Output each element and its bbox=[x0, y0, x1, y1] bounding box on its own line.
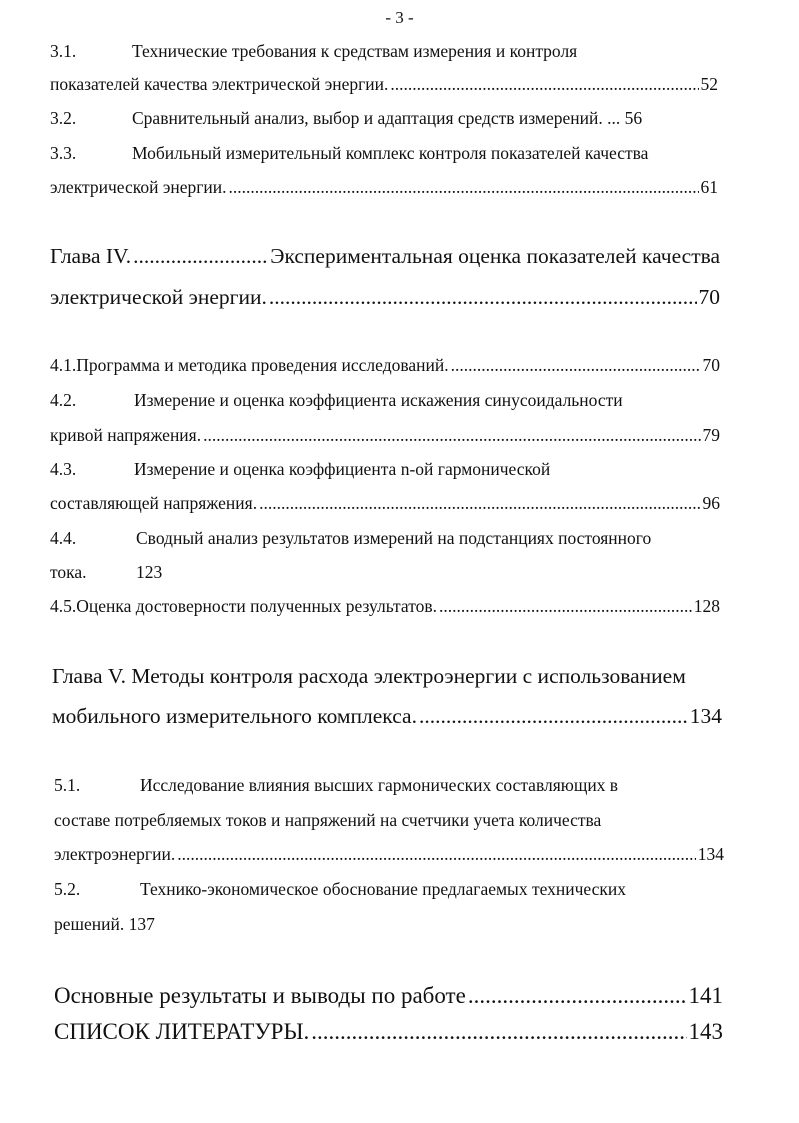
section-title-line2: составе потребляемых токов и напряжений на счетчики учета количества bbox=[54, 810, 602, 830]
section-title: Исследование влияния высших гармонических составляющих в bbox=[140, 775, 619, 795]
toc-chapter-5-line2 bbox=[52, 702, 722, 730]
leader-dots bbox=[259, 492, 700, 514]
section-number: 3.1. bbox=[50, 41, 77, 61]
toc-references bbox=[54, 1017, 723, 1047]
toc-entry-4-5 bbox=[50, 595, 720, 617]
toc-entry-5-2-line1 bbox=[54, 878, 754, 900]
section-title: Измерение и оценка коэффициента искажения синусоидальности bbox=[134, 390, 623, 410]
chapter-title-cont: электрической энергии. bbox=[50, 285, 267, 309]
section-number: 3.2. bbox=[50, 108, 77, 128]
section-number: 4.3. bbox=[50, 459, 77, 479]
leader-dots bbox=[468, 981, 687, 1011]
page-ref: 70 bbox=[698, 285, 720, 309]
page-ref: 96 bbox=[702, 493, 720, 513]
section-title: Мобильный измерительный комплекс контроля показателей качества bbox=[132, 143, 649, 163]
toc-entry-4-1 bbox=[50, 354, 720, 376]
section-title: Программа и методика проведения исследований. bbox=[76, 355, 449, 375]
section-number: 4.5. bbox=[50, 596, 77, 616]
page-ref: 79 bbox=[702, 425, 720, 445]
section-title: Технико-экономическое обоснование предлагаемых технических bbox=[140, 879, 626, 899]
leader-dots: ... bbox=[602, 108, 625, 128]
page-ref: 61 bbox=[700, 177, 718, 197]
section-number: 4.1. bbox=[50, 355, 77, 375]
page-ref: 134 bbox=[689, 704, 722, 728]
leader-dots bbox=[133, 242, 268, 270]
section-title: Сводный анализ результатов измерений на подстанциях постоянного bbox=[136, 528, 652, 548]
section-number: 3.3. bbox=[50, 143, 77, 163]
leader-dots bbox=[311, 1017, 686, 1047]
section-title-cont: тока. bbox=[50, 562, 87, 582]
leader-dots bbox=[390, 73, 698, 95]
toc-entry-4-3-line2 bbox=[50, 492, 720, 514]
page-ref: 141 bbox=[688, 983, 723, 1008]
toc-entry-3-3-line1 bbox=[50, 142, 750, 164]
leader-dots bbox=[229, 176, 699, 198]
chapter-title-cont: мобильного измерительного комплекса. bbox=[52, 704, 417, 728]
toc-entry-4-3-line1 bbox=[50, 458, 750, 480]
section-title-cont: электрической энергии. bbox=[50, 177, 227, 197]
page-ref: 134 bbox=[697, 844, 724, 864]
leader-dots bbox=[419, 702, 688, 730]
leader-dots bbox=[439, 595, 692, 617]
section-title-cont: решений. bbox=[54, 914, 125, 934]
toc-entry-5-2-line2 bbox=[54, 913, 354, 935]
page-ref: 143 bbox=[688, 1019, 723, 1044]
toc-results bbox=[54, 981, 723, 1011]
chapter-title: Методы контроля расхода электроэнергии с использованием bbox=[131, 664, 686, 688]
leader-dots bbox=[451, 354, 701, 376]
page-ref: 128 bbox=[693, 596, 720, 616]
section-title-cont: показателей качества электрической энергии. bbox=[50, 74, 389, 94]
page-ref: 52 bbox=[700, 74, 718, 94]
chapter-label: Глава V. bbox=[52, 664, 127, 688]
toc-entry-5-1-line1 bbox=[54, 774, 754, 796]
section-title: Технические требования к средствам измерения и контроля bbox=[132, 41, 578, 61]
leader-dots bbox=[269, 283, 697, 311]
page-ref: 123 bbox=[136, 562, 163, 582]
chapter-title: Экспериментальная оценка показателей качества bbox=[270, 244, 720, 268]
toc-chapter-4-line1 bbox=[50, 242, 720, 270]
section-number: 5.1. bbox=[54, 775, 81, 795]
toc-entry-3-3-line2 bbox=[50, 176, 718, 198]
chapter-label: Глава IV. bbox=[50, 244, 132, 268]
toc-entry-3-1-line1 bbox=[50, 40, 750, 62]
section-title: Сравнительный анализ, выбор и адаптация средств измерений. bbox=[132, 108, 603, 128]
leader-dots bbox=[177, 843, 696, 865]
toc-chapter-4-line2 bbox=[50, 283, 720, 311]
toc-entry-4-4-line1 bbox=[50, 527, 760, 549]
toc-chapter-5-line1 bbox=[52, 662, 772, 690]
toc-entry-4-4-line2 bbox=[50, 561, 350, 583]
toc-entry-3-2 bbox=[50, 107, 750, 129]
page-ref: 56 bbox=[624, 108, 643, 128]
section-title-cont: кривой напряжения. bbox=[50, 425, 202, 445]
page-ref: 70 bbox=[702, 355, 720, 375]
page-ref: 137 bbox=[128, 914, 155, 934]
results-title: Основные результаты и выводы по работе bbox=[54, 983, 466, 1008]
section-number: 5.2. bbox=[54, 879, 81, 899]
section-number: 4.4. bbox=[50, 528, 77, 548]
section-number: 4.2. bbox=[50, 390, 77, 410]
section-title: Оценка достоверности полученных результатов. bbox=[76, 596, 438, 616]
toc-entry-3-1-line2 bbox=[50, 73, 718, 95]
toc-entry-5-1-line2 bbox=[54, 809, 754, 831]
page-number: - 3 - bbox=[385, 8, 414, 27]
toc-entry-4-2-line1 bbox=[50, 389, 750, 411]
references-title: СПИСОК ЛИТЕРАТУРЫ. bbox=[54, 1019, 310, 1044]
toc-entry-4-2-line2 bbox=[50, 424, 720, 446]
section-title: Измерение и оценка коэффициента n-ой гармонической bbox=[134, 459, 551, 479]
section-title-cont: электроэнергии. bbox=[54, 844, 176, 864]
section-title-cont: составляющей напряжения. bbox=[50, 493, 258, 513]
leader-dots bbox=[203, 424, 700, 446]
toc-entry-5-1-line3 bbox=[54, 843, 724, 865]
